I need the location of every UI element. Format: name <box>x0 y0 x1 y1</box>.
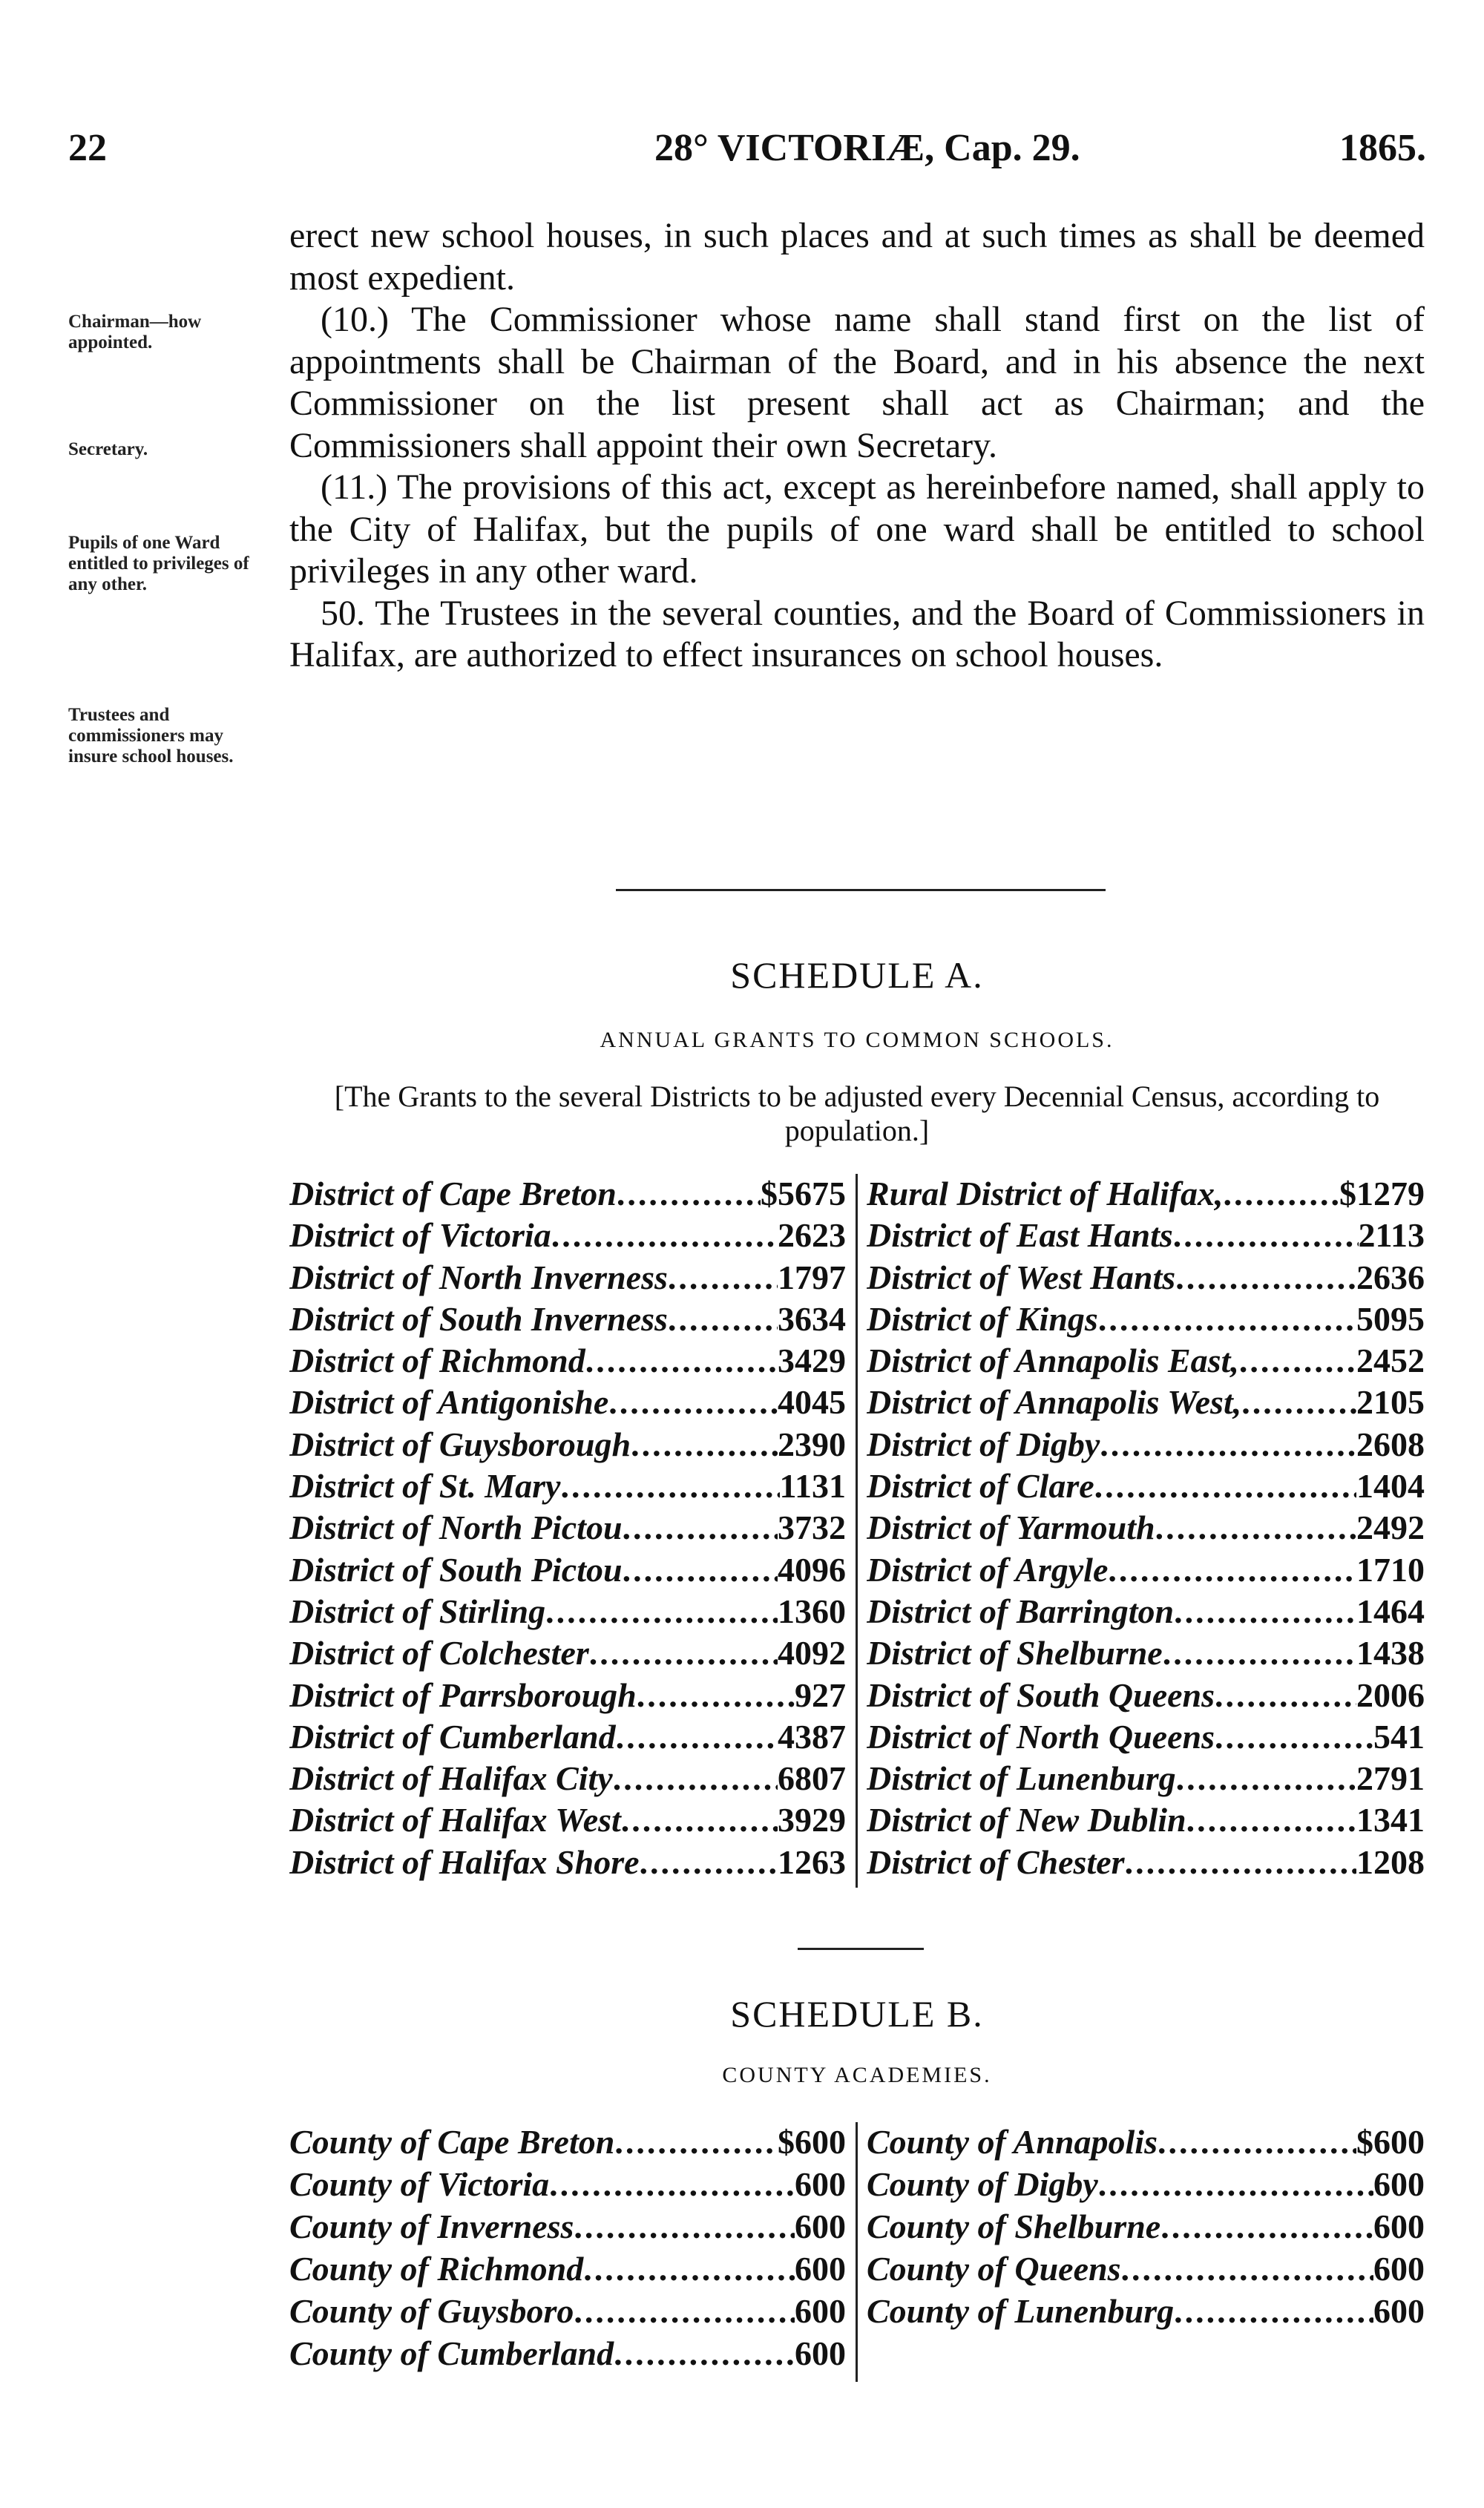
entry-name: District of Argyle <box>867 1550 1109 1589</box>
entry-amount: 2791 <box>1356 1759 1425 1798</box>
leader-dots <box>668 1299 778 1339</box>
paragraph-insurance: 50. The Trustees in the several counties, and the Board of Commissioners in Halifax, are authorized to effect insurances on school houses. <box>289 593 1425 674</box>
grant-row <box>867 1508 1425 1549</box>
entry-name: District of Annapolis East, <box>867 1342 1239 1380</box>
entry-amount: 927 <box>795 1675 846 1714</box>
entry-amount: 4092 <box>778 1634 846 1672</box>
entry-name: District of Yarmouth <box>867 1509 1155 1547</box>
entry-amount: 1404 <box>1356 1467 1425 1506</box>
academy-row <box>289 2207 846 2249</box>
entry-amount: 1464 <box>1356 1592 1425 1630</box>
entry-name: District of Victoria <box>289 1216 551 1255</box>
entry-amount: 3634 <box>778 1299 846 1338</box>
margin-note-secretary: Secretary. <box>68 439 148 459</box>
academy-row <box>867 2122 1425 2164</box>
entry-amount: 600 <box>795 2292 846 2330</box>
grant-row <box>289 1508 846 1549</box>
grant-row <box>867 1800 1425 1842</box>
schedule-b-subtitle: COUNTY ACADEMIES. <box>722 2063 992 2087</box>
schedule-b-right-column <box>867 2122 1425 2334</box>
grant-row <box>867 1633 1425 1675</box>
entry-name: District of Halifax Shore <box>289 1842 640 1881</box>
leader-dots <box>549 2164 795 2204</box>
paragraph-provisions: (11.) The provisions of this act, except as hereinbefore named, shall apply to the City of Halifax, but the pupils of one ward shall be entitled to school privileges in any other ward. <box>289 467 1425 591</box>
entry-amount: 2623 <box>778 1216 846 1255</box>
grant-row <box>289 1382 846 1424</box>
schedule-b-title: SCHEDULE B. <box>730 1993 984 2035</box>
entry-amount: 2636 <box>1356 1258 1425 1296</box>
leader-dots <box>1108 1550 1356 1589</box>
leader-dots <box>1174 1592 1356 1631</box>
academy-row <box>867 2207 1425 2249</box>
entry-name: District of South Inverness <box>289 1299 668 1338</box>
margin-note-pupils: Pupils of one Ward entitled to privileges of any other. <box>68 533 249 594</box>
entry-amount: 600 <box>795 2250 846 2288</box>
leader-dots <box>614 2334 795 2373</box>
year: 1865. <box>1339 127 1426 169</box>
entry-name: District of Chester <box>867 1842 1125 1881</box>
entry-name: District of St. Mary <box>289 1467 561 1506</box>
entry-amount: 2452 <box>1356 1342 1425 1380</box>
grant-row <box>867 1258 1425 1299</box>
academy-row <box>867 2249 1425 2291</box>
entry-name: District of North Queens <box>867 1717 1215 1756</box>
entry-amount: 2113 <box>1358 1216 1425 1255</box>
grant-row <box>867 1550 1425 1592</box>
grant-row <box>289 1800 846 1842</box>
entry-name: District of Halifax West <box>289 1801 621 1839</box>
entry-name: District of Colchester <box>289 1634 589 1672</box>
schedule-a-table <box>289 1174 1425 1888</box>
leader-dots <box>1215 1717 1373 1756</box>
entry-amount: 6807 <box>778 1759 846 1798</box>
entry-name: District of Kings <box>867 1299 1098 1338</box>
entry-name: District of Barrington <box>867 1592 1175 1630</box>
entry-amount: 2105 <box>1356 1383 1425 1422</box>
schedule-a-left-column <box>289 1174 846 1884</box>
entry-amount: 2390 <box>778 1425 846 1463</box>
leader-dots <box>1100 1425 1356 1464</box>
entry-amount: 600 <box>1373 2250 1425 2288</box>
academy-row <box>289 2164 846 2207</box>
leader-dots <box>551 1215 778 1255</box>
entry-amount: 2492 <box>1356 1509 1425 1547</box>
entry-amount: 2608 <box>1356 1425 1425 1463</box>
margin-note-chairman: Chairman—how appointed. <box>68 312 202 352</box>
leader-dots <box>1155 1508 1356 1547</box>
leader-dots <box>1163 1633 1356 1672</box>
entry-name: County of Richmond <box>289 2250 584 2288</box>
entry-amount: 5095 <box>1356 1299 1425 1338</box>
entry-amount: $600 <box>778 2123 846 2161</box>
entry-name: District of Guysborough <box>289 1425 631 1463</box>
grant-row <box>867 1299 1425 1341</box>
grant-row <box>867 1382 1425 1424</box>
entry-name: District of Cumberland <box>289 1717 616 1756</box>
paragraph-school-houses: erect new school houses, in such places and at such times as shall be deemed most expedient. <box>289 216 1425 298</box>
leader-dots <box>583 2249 795 2288</box>
margin-note-trustees: Trustees and commissioners may insure school houses. <box>68 705 234 766</box>
column-divider <box>856 2122 858 2382</box>
grant-row <box>867 1341 1425 1382</box>
leader-dots <box>589 1633 778 1672</box>
entry-amount: 3429 <box>778 1342 846 1380</box>
grant-row <box>289 1592 846 1633</box>
leader-dots <box>560 1466 779 1506</box>
entry-name: County of Cumberland <box>289 2334 614 2372</box>
leader-dots <box>1176 1759 1356 1798</box>
grant-row <box>289 1341 846 1382</box>
entry-amount: $5675 <box>761 1175 846 1212</box>
section-divider <box>798 1948 924 1950</box>
schedule-b-left-column <box>289 2122 846 2376</box>
grant-row <box>289 1717 846 1759</box>
entry-name: Rural District of Halifax, <box>867 1175 1224 1212</box>
grant-row <box>867 1466 1425 1508</box>
entry-name: County of Cape Breton <box>289 2123 615 2161</box>
entry-name: County of Shelburne <box>867 2207 1161 2245</box>
entry-name: County of Digby <box>867 2165 1098 2203</box>
leader-dots <box>613 1759 778 1798</box>
grant-row <box>289 1258 846 1299</box>
leader-dots <box>614 2122 778 2161</box>
leader-dots <box>637 1675 795 1715</box>
entry-amount: 600 <box>795 2207 846 2245</box>
entry-amount: 4387 <box>778 1717 846 1756</box>
entry-name: County of Guysboro <box>289 2292 574 2330</box>
leader-dots <box>623 1508 778 1547</box>
entry-name: District of Digby <box>867 1425 1100 1463</box>
leader-dots <box>1098 1299 1356 1339</box>
grant-row <box>867 1174 1425 1215</box>
leader-dots <box>1158 2122 1356 2161</box>
grant-row <box>867 1717 1425 1759</box>
body-text <box>289 215 1425 677</box>
entry-name: County of Queens <box>867 2250 1121 2288</box>
leader-dots <box>1239 1341 1356 1380</box>
leader-dots <box>668 1258 778 1297</box>
grant-row <box>289 1842 846 1884</box>
entry-amount: 600 <box>1373 2292 1425 2330</box>
entry-name: County of Lunenburg <box>867 2292 1175 2330</box>
grant-row <box>867 1592 1425 1633</box>
entry-name: District of Cape Breton <box>289 1175 617 1212</box>
grant-row <box>289 1425 846 1466</box>
paragraph-chairman: (10.) The Commissioner whose name shall stand first on the list of appointments shall be Chairman of the Board, and in his absence the next Commissioner on the list present shall act as Chairman; and the Commissioners shall appoint their own Secretary. <box>289 300 1425 465</box>
grant-row <box>867 1759 1425 1800</box>
academy-row <box>867 2164 1425 2207</box>
leader-dots <box>621 1800 778 1839</box>
entry-amount: 600 <box>795 2334 846 2372</box>
grant-row <box>867 1425 1425 1466</box>
leader-dots <box>1173 1215 1359 1255</box>
entry-amount: 1263 <box>778 1842 846 1881</box>
grant-row <box>867 1842 1425 1884</box>
entry-amount: 4045 <box>778 1383 846 1422</box>
grant-row <box>289 1550 846 1592</box>
entry-name: County of Victoria <box>289 2165 550 2203</box>
leader-dots <box>640 1842 778 1882</box>
page-number: 22 <box>68 127 107 169</box>
leader-dots <box>545 1592 778 1631</box>
column-divider <box>856 1174 858 1888</box>
entry-amount: $600 <box>1356 2123 1425 2161</box>
entry-name: District of Richmond <box>289 1342 585 1380</box>
entry-name: District of North Inverness <box>289 1258 668 1296</box>
academy-row <box>289 2291 846 2334</box>
grant-row <box>289 1466 846 1508</box>
entry-name: District of South Pictou <box>289 1550 623 1589</box>
entry-amount: 1208 <box>1356 1842 1425 1881</box>
grant-row <box>289 1675 846 1717</box>
entry-name: District of Annapolis West, <box>867 1383 1242 1422</box>
academy-row <box>867 2291 1425 2334</box>
grant-row <box>289 1633 846 1675</box>
entry-amount: 4096 <box>778 1550 846 1589</box>
entry-name: District of Halifax City <box>289 1759 613 1798</box>
entry-amount: 2006 <box>1356 1675 1425 1714</box>
entry-name: County of Inverness <box>289 2207 574 2245</box>
section-divider <box>616 889 1106 891</box>
leader-dots <box>623 1550 778 1589</box>
leader-dots <box>617 1174 761 1213</box>
entry-name: County of Annapolis <box>867 2123 1158 2161</box>
schedule-a-right-column <box>867 1174 1425 1884</box>
leader-dots <box>1186 1800 1356 1839</box>
entry-name: District of North Pictou <box>289 1509 623 1547</box>
schedule-a-note: [The Grants to the several Districts to be adjusted every Decennial Census, according to population.] <box>334 1080 1380 1147</box>
chapter-title: 28° VICTORIÆ, Cap. 29. <box>654 127 1080 169</box>
entry-amount: 600 <box>1373 2165 1425 2203</box>
leader-dots <box>1125 1842 1356 1882</box>
grant-row <box>867 1675 1425 1717</box>
leader-dots <box>574 2207 795 2246</box>
leader-dots <box>1175 1258 1356 1297</box>
entry-amount: 1341 <box>1356 1801 1425 1839</box>
schedule-a-subtitle: ANNUAL GRANTS TO COMMON SCHOOLS. <box>600 1028 1114 1052</box>
running-head <box>68 126 1426 178</box>
entry-amount: 1710 <box>1356 1550 1425 1589</box>
leader-dots <box>585 1341 778 1380</box>
academy-row <box>289 2334 846 2376</box>
leader-dots <box>1098 2164 1373 2204</box>
leader-dots <box>631 1425 778 1464</box>
leader-dots <box>574 2291 795 2331</box>
entry-name: District of Parrsborough <box>289 1675 637 1714</box>
leader-dots <box>1094 1466 1356 1506</box>
schedule-a-title: SCHEDULE A. <box>730 954 984 996</box>
grant-row <box>289 1215 846 1257</box>
entry-amount: 3929 <box>778 1801 846 1839</box>
entry-name: District of West Hants <box>867 1258 1176 1296</box>
leader-dots <box>1120 2249 1373 2288</box>
entry-amount: 600 <box>795 2165 846 2203</box>
grant-row <box>289 1759 846 1800</box>
entry-amount: 3732 <box>778 1509 846 1547</box>
leader-dots <box>1223 1174 1339 1213</box>
schedule-b-table <box>289 2122 1425 2382</box>
entry-amount: $1279 <box>1339 1175 1425 1212</box>
entry-amount: 541 <box>1373 1717 1425 1756</box>
entry-amount: 1797 <box>778 1258 846 1296</box>
grant-row <box>289 1299 846 1341</box>
leader-dots <box>1241 1382 1356 1422</box>
entry-name: District of South Queens <box>867 1675 1215 1714</box>
leader-dots <box>1215 1675 1356 1715</box>
grant-row <box>867 1215 1425 1257</box>
entry-name: District of Lunenburg <box>867 1759 1176 1798</box>
leader-dots <box>1160 2207 1373 2246</box>
entry-name: District of Antigonishe <box>289 1383 609 1422</box>
entry-name: District of New Dublin <box>867 1801 1186 1839</box>
entry-name: District of Stirling <box>289 1592 546 1630</box>
entry-name: District of East Hants <box>867 1216 1173 1255</box>
entry-amount: 1131 <box>779 1467 846 1506</box>
academy-row <box>289 2122 846 2164</box>
leader-dots <box>608 1382 778 1422</box>
entry-amount: 1360 <box>778 1592 846 1630</box>
academy-row <box>289 2249 846 2291</box>
grant-row <box>289 1174 846 1215</box>
entry-name: District of Shelburne <box>867 1634 1163 1672</box>
leader-dots <box>1174 2291 1373 2331</box>
entry-amount: 600 <box>1373 2207 1425 2245</box>
entry-amount: 1438 <box>1356 1634 1425 1672</box>
entry-name: District of Clare <box>867 1467 1094 1506</box>
leader-dots <box>616 1717 778 1756</box>
